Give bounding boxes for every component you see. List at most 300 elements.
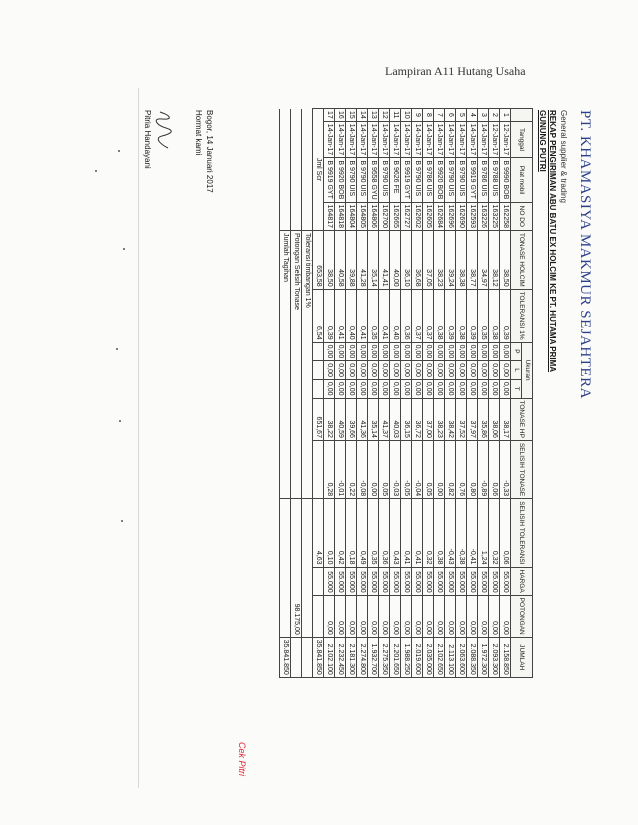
cell-t: 0,00 — [379, 379, 390, 398]
cell-t: 0,00 — [423, 379, 434, 398]
cell-harga: 55.000 — [478, 567, 489, 595]
company-name: PT. KHAMASIYA MAKMUR SEJAHTERA — [577, 110, 593, 399]
cell-tonase: 40,58 — [335, 231, 346, 290]
empty-cell — [291, 109, 302, 231]
cell-plat: B 9790 UIS — [456, 158, 467, 202]
cell-tonase: 40,00 — [390, 231, 401, 290]
cell-plat: B 9919 GYT — [324, 158, 335, 202]
empty-cell — [280, 109, 291, 231]
cell-plat: B 9919 GYT — [401, 158, 412, 202]
cell-t: 0,00 — [445, 379, 456, 398]
shipment-table — [279, 108, 533, 678]
col-tanggal: Tanggal — [511, 121, 533, 158]
col-ukuran: Ukuran — [522, 342, 533, 398]
empty-cell — [313, 595, 324, 637]
cell-no: 2 — [489, 109, 500, 122]
cell-p: 0,00 — [489, 342, 500, 361]
cell-potongan: 0,00 — [489, 595, 500, 637]
cell-sel_tol: 1,24 — [478, 499, 489, 567]
cell-p: 0,00 — [456, 342, 467, 361]
cell-p: 0,00 — [335, 342, 346, 361]
cell-do: 163225 — [489, 202, 500, 230]
table-row — [324, 109, 335, 678]
cell-tonase: 36,68 — [412, 231, 423, 290]
cell-jumlah: 1.932.700 — [368, 637, 379, 677]
cell-do: 164806 — [368, 202, 379, 230]
summary-row — [302, 109, 313, 678]
cell-no: 14 — [357, 109, 368, 122]
table-row — [379, 109, 390, 678]
cell-hp: 37,52 — [456, 398, 467, 440]
cell-jumlah: 2.035.000 — [423, 637, 434, 677]
rotated-document — [129, 96, 599, 816]
cell-hp: 37,00 — [423, 398, 434, 440]
cell-no: 5 — [456, 109, 467, 122]
cell-t: 0,00 — [346, 379, 357, 398]
cell-jumlah: 2.019.600 — [412, 637, 423, 677]
cell-toleransi: 0,41 — [357, 289, 368, 342]
cell-p: 0,00 — [401, 342, 412, 361]
cell-sel_tol: 0,32 — [489, 499, 500, 567]
total-selisih-toleransi: 4,63 — [313, 499, 324, 567]
cell-sel_tol: 0,35 — [368, 499, 379, 567]
cell-sel_tol: 0,36 — [379, 499, 390, 567]
cell-potongan: 0,00 — [467, 595, 478, 637]
cell-tonase: 41,28 — [357, 231, 368, 290]
col-selisih-tonase: SELISIH TONASE — [511, 440, 533, 498]
cell-tanggal: 12-Jan-17 — [500, 121, 511, 158]
cell-toleransi: 0,37 — [423, 289, 434, 342]
cell-t: 0,00 — [467, 379, 478, 398]
signature-mark — [154, 110, 174, 150]
cell-sel_tol: 0,49 — [357, 499, 368, 567]
cell-toleransi: 0,35 — [368, 289, 379, 342]
cell-tanggal: 14-Jan-17 — [423, 121, 434, 158]
cell-potongan: 0,00 — [379, 595, 390, 637]
cell-toleransi: 0,39 — [500, 289, 511, 342]
cell-jumlah: 2.158.850 — [500, 637, 511, 677]
cell-toleransi: 0,38 — [489, 289, 500, 342]
cell-tanggal: 14-Jan-17 — [390, 121, 401, 158]
cell-tanggal: 14-Jan-17 — [478, 121, 489, 158]
cell-l: 0,00 — [324, 361, 335, 380]
cell-tanggal: 14-Jan-17 — [434, 121, 445, 158]
cell-p: 0,00 — [423, 342, 434, 361]
table-row — [478, 109, 489, 678]
cell-hp: 35,14 — [368, 398, 379, 440]
document-heading: REKAP PENGIRIMAN ABU BATU EX HOLCIM KE PT. HUTAMA PRIMA — [548, 110, 557, 373]
cell-no: 7 — [434, 109, 445, 122]
table-row — [357, 109, 368, 678]
total-tonase-hp: 651,67 — [313, 398, 324, 440]
regards: Hormat kami — [194, 110, 203, 156]
cell-plat: B 9919 GYT — [467, 158, 478, 202]
empty-cell — [313, 361, 324, 380]
cell-t: 0,00 — [335, 379, 346, 398]
cell-l: 0,00 — [434, 361, 445, 380]
cell-sel_ton: 0,80 — [467, 440, 478, 498]
cell-sel_ton: 0,76 — [456, 440, 467, 498]
cell-potongan: 0,00 — [500, 595, 511, 637]
scan-speck — [95, 170, 97, 172]
cell-sel_tol: 0,38 — [434, 499, 445, 567]
cell-l: 0,00 — [401, 361, 412, 380]
col-toleransi: TOLERANSI 1% — [511, 289, 533, 342]
col-no — [511, 109, 533, 122]
cell-plat: B 9790 UIS — [379, 158, 390, 202]
cell-harga: 55.000 — [401, 567, 412, 595]
summary-jumlah — [302, 637, 313, 677]
cell-p: 0,00 — [412, 342, 423, 361]
cell-jumlah: 2.093.300 — [489, 637, 500, 677]
cell-p: 0,00 — [478, 342, 489, 361]
cell-sel_ton: -0,03 — [390, 440, 401, 498]
document-subheading: GUNUNG PUTRI — [538, 110, 547, 172]
cell-l: 0,00 — [423, 361, 434, 380]
cell-tonase: 38,50 — [500, 231, 511, 290]
cell-plat: B 9790 UIS — [412, 158, 423, 202]
empty-cell — [302, 109, 313, 231]
cell-toleransi: 0,36 — [401, 289, 412, 342]
table-row — [489, 109, 500, 678]
cell-jumlah: 1.988.250 — [401, 637, 412, 677]
cell-toleransi: 0,38 — [434, 289, 445, 342]
cell-l: 0,00 — [456, 361, 467, 380]
cell-harga: 55.000 — [445, 567, 456, 595]
cell-tonase: 35,14 — [368, 231, 379, 290]
cell-harga: 55.000 — [500, 567, 511, 595]
cell-tonase: 38,77 — [467, 231, 478, 290]
cell-no: 3 — [478, 109, 489, 122]
col-jumlah: JUMLAH — [511, 637, 533, 677]
place-date: Bogor, 14 Januari 2017 — [205, 110, 214, 193]
cell-tonase: 36,10 — [401, 231, 412, 290]
cell-tanggal: 14-Jan-17 — [401, 121, 412, 158]
col-harga: HARGA — [511, 567, 533, 595]
cell-toleransi: 0,37 — [412, 289, 423, 342]
cell-tonase: 37,05 — [423, 231, 434, 290]
attachment-label: Lampiran A11 Hutang Usaha — [385, 64, 526, 78]
cell-sel_tol: 0,06 — [500, 499, 511, 567]
cell-t: 0,00 — [434, 379, 445, 398]
cell-sel_tol: 0,41 — [401, 499, 412, 567]
cell-tanggal: 14-Jan-17 — [467, 121, 478, 158]
summary-value: 98.175,00 — [291, 499, 302, 638]
cell-plat: B 9790 UIS — [346, 158, 357, 202]
cell-p: 0,00 — [379, 342, 390, 361]
cell-harga: 55.000 — [456, 567, 467, 595]
summary-label: Potongan Selisih Tonase — [291, 231, 302, 499]
cell-potongan: 0,00 — [390, 595, 401, 637]
cell-p: 0,00 — [357, 342, 368, 361]
cell-t: 0,00 — [390, 379, 401, 398]
total-tonase: 653,58 — [313, 231, 324, 290]
total-toleransi: 6,54 — [313, 289, 324, 342]
cell-sel_ton: -0,04 — [412, 440, 423, 498]
cell-potongan: 0,00 — [357, 595, 368, 637]
cell-toleransi: 0,40 — [390, 289, 401, 342]
cell-plat: B 9790 UIS — [357, 158, 368, 202]
cell-toleransi: 0,39 — [324, 289, 335, 342]
cell-tanggal: 14-Jan-17 — [445, 121, 456, 158]
cell-plat: B 9788 UIS — [489, 158, 500, 202]
cell-p: 0,00 — [445, 342, 456, 361]
cell-l: 0,00 — [390, 361, 401, 380]
cell-hp: 38,22 — [324, 398, 335, 440]
cell-jumlah: 2.201.650 — [390, 637, 401, 677]
cell-no: 1 — [500, 109, 511, 122]
cell-hp: 41,37 — [379, 398, 390, 440]
cell-no: 4 — [467, 109, 478, 122]
cell-jumlah: 2.275.350 — [379, 637, 390, 677]
cell-plat: B 9786 UIS — [423, 158, 434, 202]
summary-value: 35.841.850 — [280, 637, 291, 677]
cell-hp: 38,06 — [489, 398, 500, 440]
cell-do: 162684 — [434, 202, 445, 230]
summary-label: Jumlah Tagihan — [280, 231, 291, 499]
table-row — [346, 109, 357, 678]
cell-sel_ton: -0,08 — [357, 440, 368, 498]
cell-potongan: 0,00 — [434, 595, 445, 637]
cell-sel_tol: 0,18 — [346, 499, 357, 567]
empty-cell — [313, 440, 324, 498]
cell-do: 163226 — [478, 202, 489, 230]
empty-cell — [313, 567, 324, 595]
cell-toleransi: 0,35 — [478, 289, 489, 342]
scan-speck — [116, 348, 118, 350]
col-t: T — [511, 379, 522, 398]
cell-harga: 55.000 — [335, 567, 346, 595]
cell-tonase: 38,23 — [434, 231, 445, 290]
cell-sel_ton: 0,00 — [434, 440, 445, 498]
cell-tanggal: 14-Jan-17 — [412, 121, 423, 158]
cell-hp: 37,97 — [467, 398, 478, 440]
cell-t: 0,00 — [456, 379, 467, 398]
cell-sel_tol: 0,42 — [335, 499, 346, 567]
cell-no: 16 — [335, 109, 346, 122]
col-no-do: NO DO — [511, 202, 533, 230]
col-potongan: POTONGAN — [511, 595, 533, 637]
cell-l: 0,00 — [500, 361, 511, 380]
cell-plat: B 9920 BOB — [335, 158, 346, 202]
cell-do: 164818 — [335, 202, 346, 230]
cell-t: 0,00 — [368, 379, 379, 398]
cell-potongan: 0,00 — [478, 595, 489, 637]
cell-potongan: 0,00 — [456, 595, 467, 637]
cell-harga: 55.000 — [489, 567, 500, 595]
cell-sel_ton: -0,33 — [500, 440, 511, 498]
cell-sel_ton: 0,28 — [324, 440, 335, 498]
cell-hp: 38,23 — [434, 398, 445, 440]
cell-l: 0,00 — [357, 361, 368, 380]
cell-tonase: 38,38 — [456, 231, 467, 290]
cell-no: 9 — [412, 109, 423, 122]
cell-tonase: 38,50 — [324, 231, 335, 290]
col-p: P — [511, 342, 522, 361]
cell-tanggal: 14-Jan-17 — [379, 121, 390, 158]
cell-sel_tol: -0,41 — [467, 499, 478, 567]
cell-plat: B 9558 GYU — [368, 158, 379, 202]
table-row — [434, 109, 445, 678]
scan-speck — [119, 420, 121, 422]
col-tonase-hp: TONASE HP — [511, 398, 533, 440]
cell-harga: 55.000 — [423, 567, 434, 595]
cell-sel_tol: 0,32 — [423, 499, 434, 567]
scan-speck — [123, 248, 125, 250]
closing-block — [193, 110, 215, 193]
cell-harga: 55.000 — [346, 567, 357, 595]
cell-potongan: 0,00 — [423, 595, 434, 637]
summary-value — [302, 499, 313, 638]
cell-sel_ton: 0,06 — [489, 440, 500, 498]
cell-do: 162258 — [500, 202, 511, 230]
col-l: L — [511, 361, 522, 380]
cell-jumlah: 2.181.300 — [346, 637, 357, 677]
cell-do: 162593 — [467, 202, 478, 230]
cell-toleransi: 0,41 — [379, 289, 390, 342]
table-header-row — [522, 109, 533, 678]
cell-plat: B 9920 BOB — [434, 158, 445, 202]
table-row — [456, 109, 467, 678]
supplier-line: General supplier & trading — [559, 110, 568, 203]
cell-t: 0,00 — [324, 379, 335, 398]
cell-p: 0,00 — [500, 342, 511, 361]
cell-sel_ton: -0,89 — [478, 440, 489, 498]
cell-toleransi: 0,39 — [467, 289, 478, 342]
cell-no: 10 — [401, 109, 412, 122]
cell-p: 0,00 — [390, 342, 401, 361]
cell-toleransi: 0,39 — [445, 289, 456, 342]
cell-p: 0,00 — [434, 342, 445, 361]
cell-potongan: 0,00 — [412, 595, 423, 637]
cell-hp: 40,59 — [335, 398, 346, 440]
table-row — [390, 109, 401, 678]
cell-jumlah: 2.232.450 — [335, 637, 346, 677]
cell-plat: B 9626 FE — [390, 158, 401, 202]
cell-hp: 38,17 — [500, 398, 511, 440]
col-plat: Plat mobil — [511, 158, 533, 202]
cell-l: 0,00 — [445, 361, 456, 380]
cell-tonase: 39,88 — [346, 231, 357, 290]
cell-hp: 38,42 — [445, 398, 456, 440]
cell-sel_tol: -0,38 — [456, 499, 467, 567]
cell-sel_ton: 0,82 — [445, 440, 456, 498]
cell-jumlah: 2.063.600 — [456, 637, 467, 677]
cell-sel_ton: 0,05 — [423, 440, 434, 498]
cell-do: 164817 — [324, 202, 335, 230]
cell-potongan: 0,00 — [335, 595, 346, 637]
cell-l: 0,00 — [368, 361, 379, 380]
cell-p: 0,00 — [368, 342, 379, 361]
cell-p: 0,00 — [467, 342, 478, 361]
cell-tonase: 34,97 — [478, 231, 489, 290]
col-tonase-holcim: TONASE HOLCIM — [511, 231, 533, 290]
cell-no: 13 — [368, 109, 379, 122]
scan-speck — [121, 520, 123, 522]
cell-t: 0,00 — [401, 379, 412, 398]
cell-potongan: 0,00 — [346, 595, 357, 637]
cell-do: 162605 — [423, 202, 434, 230]
cell-sel_ton: 0,00 — [368, 440, 379, 498]
cell-tanggal: 14-Jan-17 — [335, 121, 346, 158]
cell-do: 162700 — [379, 202, 390, 230]
cell-p: 0,00 — [346, 342, 357, 361]
cell-l: 0,00 — [467, 361, 478, 380]
cell-hp: 36,15 — [401, 398, 412, 440]
cell-tanggal: 14-Jan-17 — [346, 121, 357, 158]
cell-l: 0,00 — [478, 361, 489, 380]
cell-harga: 55.000 — [467, 567, 478, 595]
summary-label: Toleransi timbangan 1% — [302, 231, 313, 499]
cell-no: 11 — [390, 109, 401, 122]
cell-toleransi: 0,40 — [346, 289, 357, 342]
handwritten-note: Cek Pitri — [237, 742, 247, 777]
cell-no: 12 — [379, 109, 390, 122]
table-row — [423, 109, 434, 678]
cell-l: 0,00 — [412, 361, 423, 380]
col-selisih-toleransi: SELISIH TOLERANSI — [511, 499, 533, 567]
cell-hp: 35,86 — [478, 398, 489, 440]
cell-t: 0,00 — [357, 379, 368, 398]
cell-hp: 40,03 — [390, 398, 401, 440]
cell-plat: B 9990 BOB — [500, 158, 511, 202]
cell-p: 0,00 — [324, 342, 335, 361]
cell-l: 0,00 — [335, 361, 346, 380]
summary-row — [280, 109, 291, 678]
table-row — [445, 109, 456, 678]
cell-tonase: 39,24 — [445, 231, 456, 290]
cell-t: 0,00 — [478, 379, 489, 398]
cell-hp: 39,66 — [346, 398, 357, 440]
cell-t: 0,00 — [489, 379, 500, 398]
cell-tanggal: 14-Jan-17 — [357, 121, 368, 158]
table-row — [412, 109, 423, 678]
cell-sel_ton: -0,05 — [401, 440, 412, 498]
cell-sel_tol: 0,41 — [412, 499, 423, 567]
cell-sel_tol: 0,10 — [324, 499, 335, 567]
cell-harga: 55.000 — [390, 567, 401, 595]
cell-tanggal: 14-Jan-17 — [324, 121, 335, 158]
table-row — [500, 109, 511, 678]
cell-sel_ton: -0,01 — [335, 440, 346, 498]
cell-t: 0,00 — [412, 379, 423, 398]
cell-hp: 41,36 — [357, 398, 368, 440]
cell-sel_ton: 0,05 — [379, 440, 390, 498]
cell-do: 164805 — [357, 202, 368, 230]
cell-plat: B 9790 UIS — [445, 158, 456, 202]
cell-do: 164804 — [346, 202, 357, 230]
summary-jumlah — [291, 637, 302, 677]
cell-harga: 55.000 — [357, 567, 368, 595]
cell-potongan: 0,00 — [445, 595, 456, 637]
scan-speck — [118, 150, 120, 152]
empty-cell — [313, 379, 324, 398]
table-row — [335, 109, 346, 678]
cell-sel_tol: 0,43 — [390, 499, 401, 567]
cell-t: 0,00 — [500, 379, 511, 398]
signer-name: Pitria Handayani — [143, 110, 152, 169]
cell-tanggal: 12-Jan-17 — [489, 121, 500, 158]
cell-jumlah: 2.274.800 — [357, 637, 368, 677]
cell-harga: 55.000 — [368, 567, 379, 595]
cell-potongan: 0,00 — [324, 595, 335, 637]
table-row — [368, 109, 379, 678]
cell-l: 0,00 — [379, 361, 390, 380]
cell-toleransi: 0,41 — [335, 289, 346, 342]
cell-no: 6 — [445, 109, 456, 122]
cell-tanggal: 14-Jan-17 — [368, 121, 379, 158]
cell-harga: 55.000 — [434, 567, 445, 595]
